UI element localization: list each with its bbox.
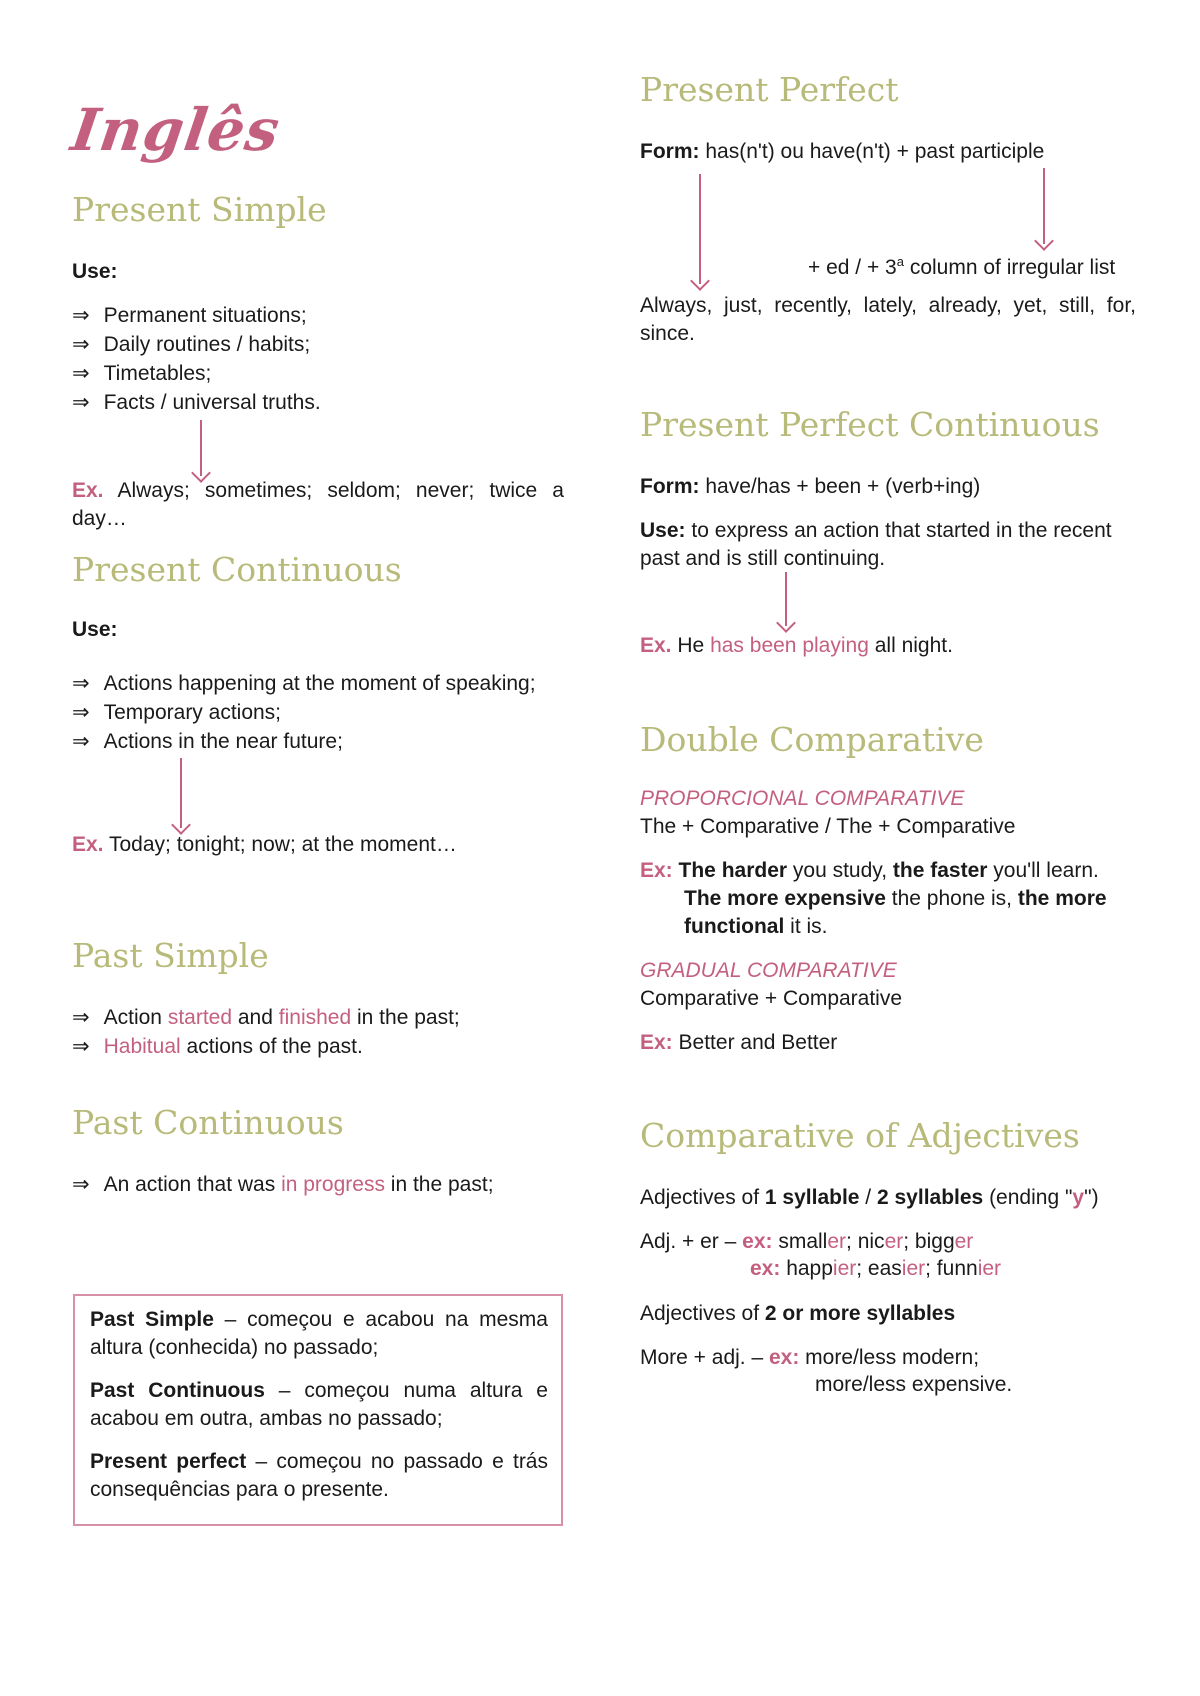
present-perfect-adverbs-cont: since. [640, 322, 695, 345]
implies-arrow-icon: ⇒ [72, 304, 90, 327]
list-item: ⇒ Actions in the near future; [72, 730, 343, 753]
down-arrow-head-icon [690, 271, 710, 291]
down-arrow-head-icon [776, 613, 796, 633]
implies-arrow-icon: ⇒ [72, 1035, 90, 1058]
present-continuous-use-label: Use: [72, 618, 118, 641]
present-perfect-continuous-heading: Present Perfect Continuous [640, 405, 1100, 444]
proportional-comparative-label: PROPORCIONAL COMPARATIVE [640, 787, 965, 810]
double-comparative-example: Ex: The harder you study, the faster you'll learn. [640, 859, 1099, 882]
down-arrow-icon [699, 174, 701, 284]
ppc-use-cont: past and is still continuing. [640, 547, 886, 570]
present-perfect-adverbs: Always, just, recently, lately, already, yet, still, for, [640, 294, 1136, 317]
adjectives-er-example: Adj. + er – ex: smaller; nicer; bigger [640, 1230, 974, 1253]
proportional-comparative-form: The + Comparative / The + Comparative [640, 815, 1016, 838]
present-simple-example-cont: day… [72, 507, 127, 530]
ppc-use: Use: to express an action that started in the recent [640, 519, 1112, 542]
list-item: ⇒ Daily routines / habits; [72, 333, 311, 356]
list-item: ⇒ Timetables; [72, 362, 212, 385]
implies-arrow-icon: ⇒ [72, 391, 90, 414]
past-simple-heading: Past Simple [72, 936, 269, 975]
page-title: Inglês [67, 96, 285, 164]
present-continuous-example: Ex. Today; tonight; now; at the moment… [72, 833, 457, 856]
double-comparative-example-3: functional it is. [684, 915, 828, 938]
implies-arrow-icon: ⇒ [72, 1006, 90, 1029]
present-simple-use-label: Use: [72, 260, 118, 283]
implies-arrow-icon: ⇒ [72, 362, 90, 385]
adjectives-ier-example: ex: happier; easier; funnier [750, 1257, 1002, 1280]
gradual-comparative-form: Comparative + Comparative [640, 987, 903, 1010]
past-participle-note: + ed / + $3^a$ column of irregular list [808, 254, 1116, 279]
ppc-form: Form: have/has + been + (verb+ing) [640, 475, 981, 498]
summary-past-simple: Past Simple – começou e acabou na mesma altura (conhecida) no passado; [90, 1308, 548, 1359]
adjectives-long-rule: Adjectives of 2 or more syllables [640, 1302, 956, 1325]
adjectives-short-rule: Adjectives of 1 syllable / 2 syllables (ending "y") [640, 1186, 1099, 1209]
present-perfect-form: Form: has(n't) ou have(n't) + past participle [640, 140, 1045, 163]
list-item: ⇒ Temporary actions; [72, 701, 282, 724]
list-item: ⇒ Permanent situations; [72, 304, 307, 327]
gradual-comparative-label: GRADUAL COMPARATIVE [640, 959, 897, 982]
present-simple-heading: Present Simple [72, 190, 327, 229]
adjectives-more-example: More + adj. – ex: more/less modern; [640, 1346, 980, 1369]
implies-arrow-icon: ⇒ [72, 701, 90, 724]
past-continuous-heading: Past Continuous [72, 1103, 344, 1142]
present-perfect-heading: Present Perfect [640, 70, 899, 109]
implies-arrow-icon: ⇒ [72, 730, 90, 753]
present-simple-example: Ex. Always; sometimes; seldom; never; twice a [72, 479, 564, 502]
gradual-comparative-example: Ex: Better and Better [640, 1031, 838, 1054]
double-comparative-example-2: The more expensive the phone is, the more [684, 887, 1107, 910]
present-continuous-heading: Present Continuous [72, 550, 402, 589]
summary-present-perfect: Present perfect – começou no passado e trás consequências para o presente. [90, 1450, 548, 1501]
list-item: ⇒ Habitual actions of the past. [72, 1035, 363, 1058]
ppc-example: Ex. He has been playing all night. [640, 634, 953, 657]
adjectives-more-example-cont: more/less expensive. [815, 1373, 1013, 1396]
list-item: ⇒ An action that was in progress in the past; [72, 1173, 494, 1196]
comparative-adjectives-heading: Comparative of Adjectives [640, 1116, 1080, 1155]
implies-arrow-icon: ⇒ [72, 333, 90, 356]
implies-arrow-icon: ⇒ [72, 672, 90, 695]
list-item: ⇒ Facts / universal truths. [72, 391, 321, 414]
implies-arrow-icon: ⇒ [72, 1173, 90, 1196]
summary-past-continuous: Past Continuous – começou numa altura e acabou em outra, ambas no passado; [90, 1379, 548, 1430]
double-comparative-heading: Double Comparative [640, 720, 984, 759]
list-item: ⇒ Actions happening at the moment of speaking; [72, 672, 536, 695]
list-item: ⇒ Action started and finished in the past; [72, 1006, 460, 1029]
